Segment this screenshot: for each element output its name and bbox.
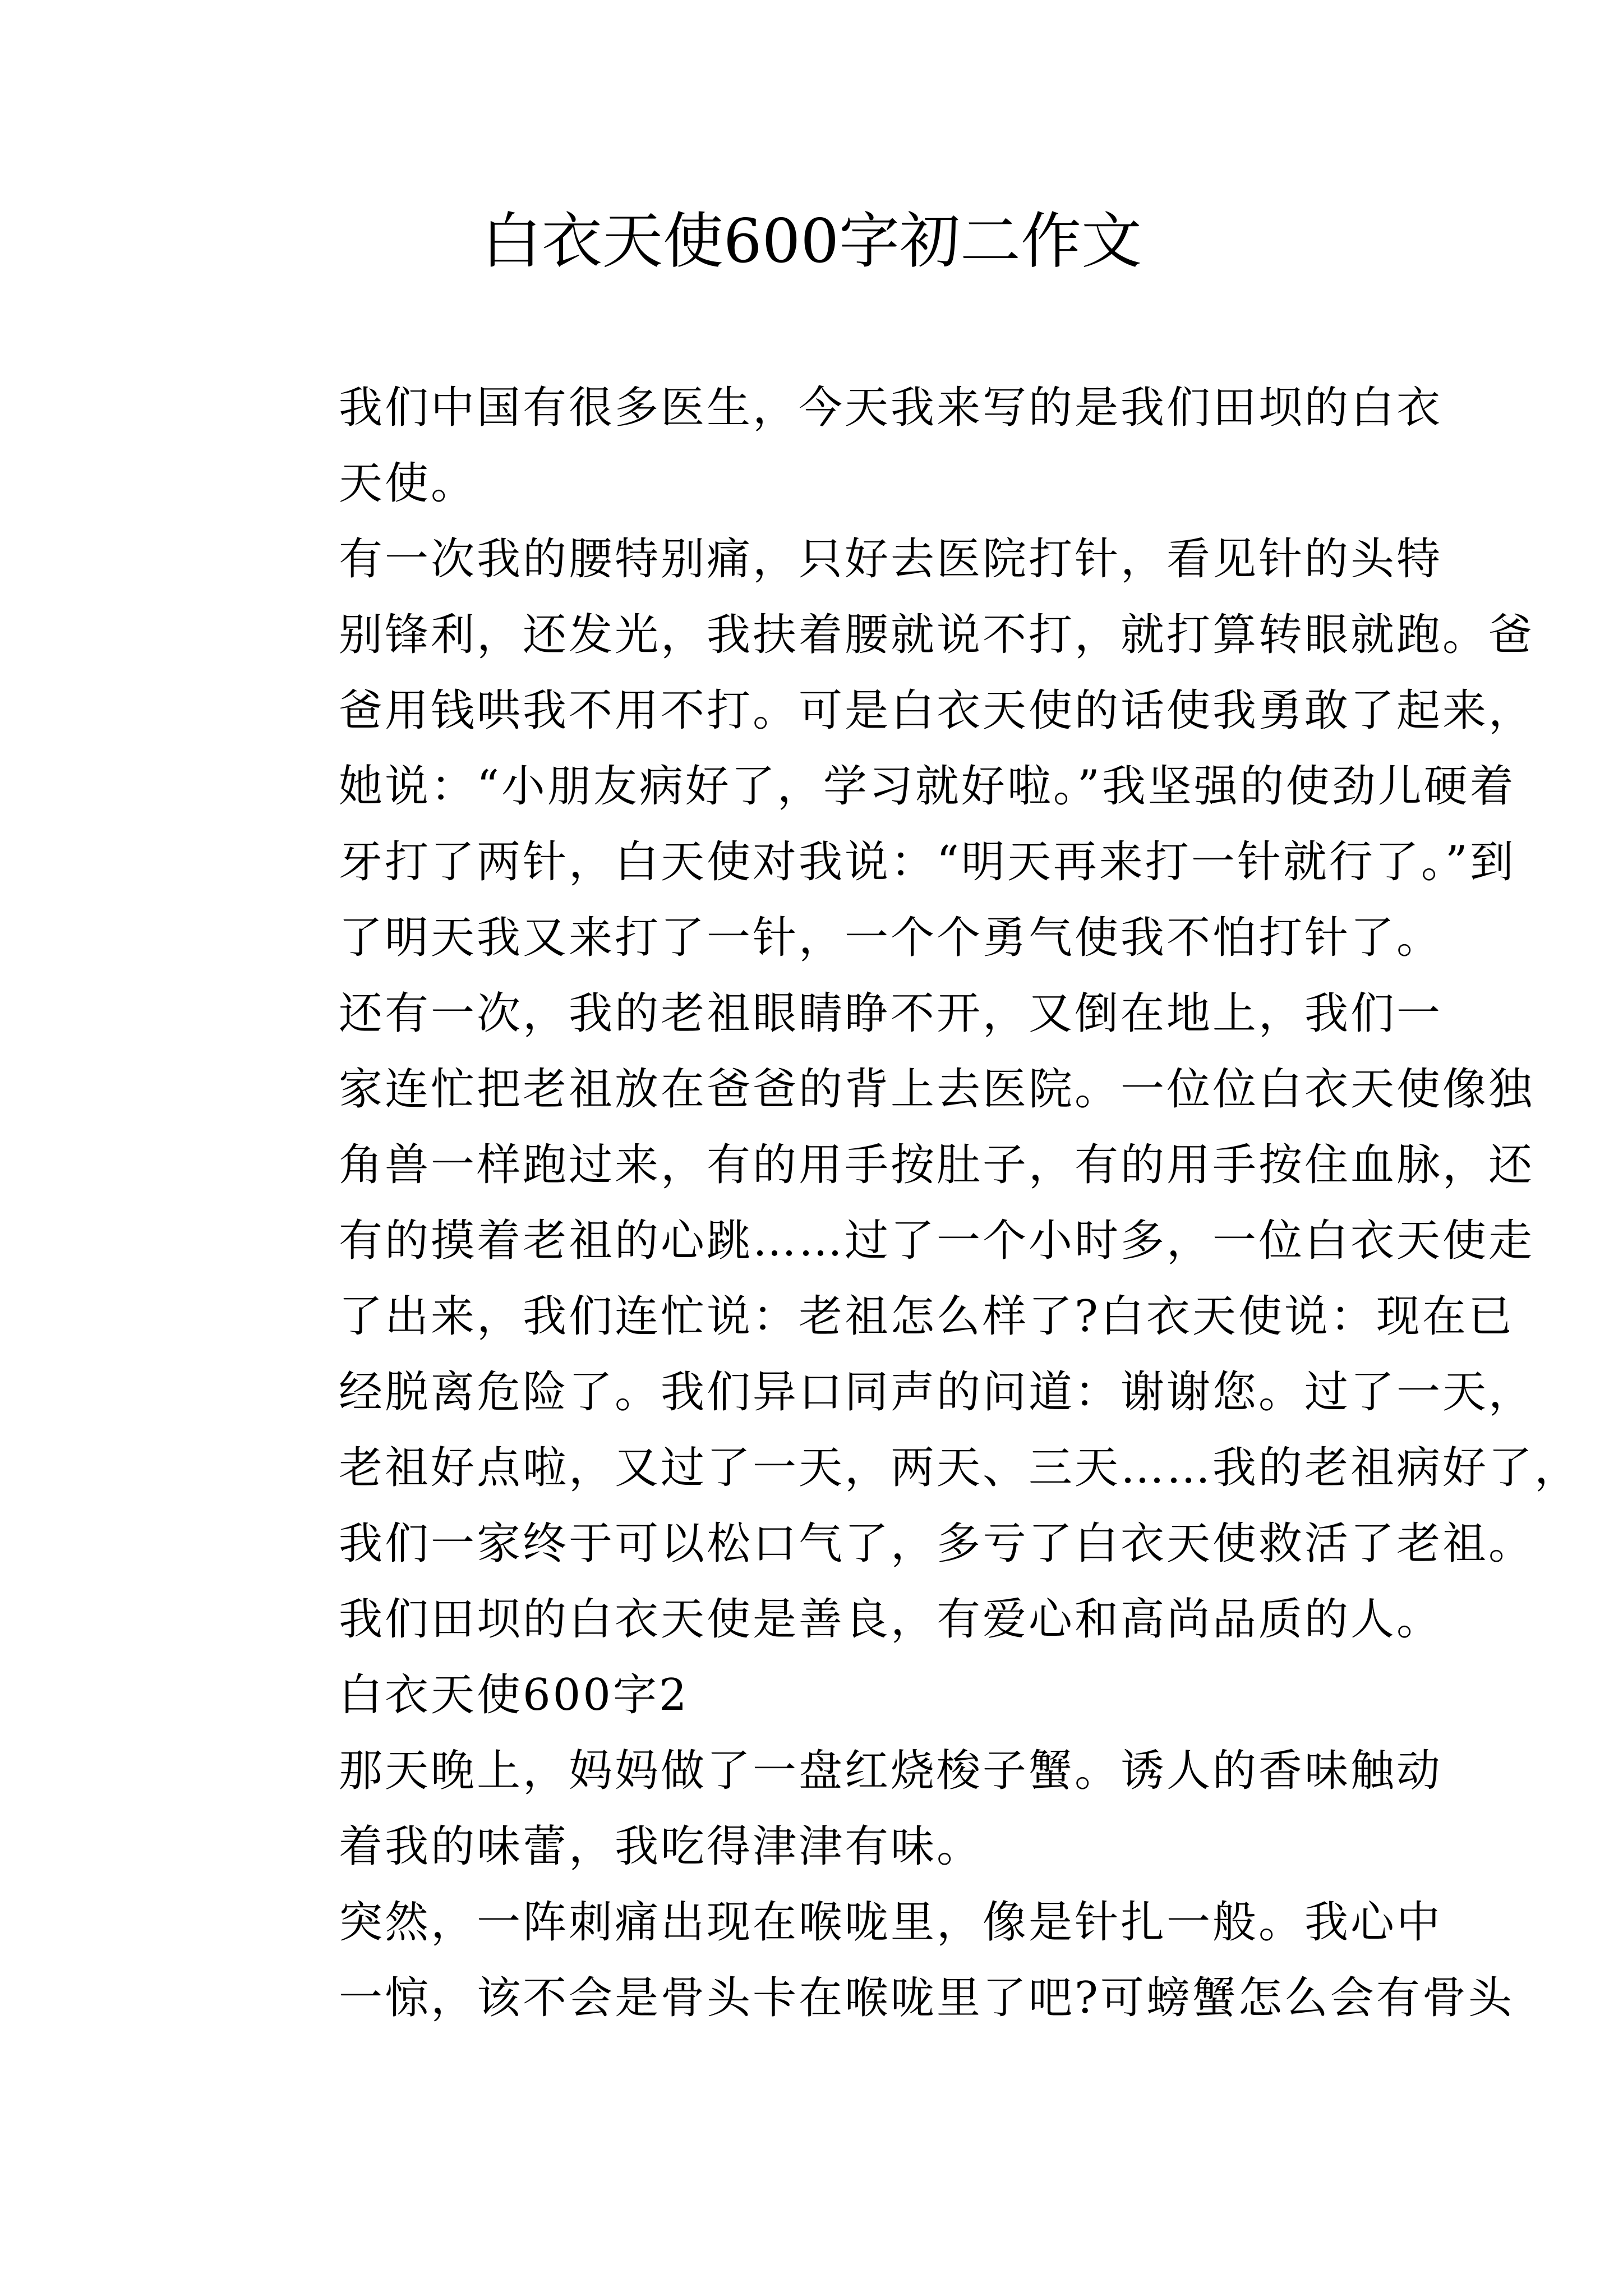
text-line: 牙打了两针，白天使对我说：“明天再来打一针就行了。”到 bbox=[339, 837, 1516, 887]
text-line: 我们一家终于可以松口气了，多亏了白衣天使救活了老祖。 bbox=[339, 1519, 1535, 1569]
text-line: 还有一次，我的老祖眼睛睁不开，又倒在地上，我们一 bbox=[339, 988, 1443, 1039]
text-line: 了明天我又来打了一针，一个个勇气使我不怕打针了。 bbox=[339, 913, 1443, 963]
text-line: 经脱离危险了。我们异口同声的问道：谢谢您。过了一天， bbox=[339, 1367, 1535, 1418]
text-line: 爸用钱哄我不用不打。可是白衣天使的话使我勇敢了起来， bbox=[339, 685, 1535, 736]
text-line: 家连忙把老祖放在爸爸的背上去医院。一位位白衣天使像独 bbox=[339, 1064, 1535, 1115]
paragraph-intro bbox=[247, 370, 1443, 522]
document-title: 白衣天使600字初二作文 bbox=[481, 206, 1142, 277]
text-line: 我们田坝的白衣天使是善良，有爱心和高尚品质的人。 bbox=[339, 1594, 1443, 1645]
text-line: 那天晚上，妈妈做了一盘红烧梭子蟹。诱人的香味触动 bbox=[339, 1746, 1443, 1796]
text-line: 她说：“小朋友病好了，学习就好啦。”我坚强的使劲儿硬着 bbox=[339, 761, 1516, 812]
text-line: 有一次我的腰特别痛，只好去医院打针，看见针的头特 bbox=[339, 534, 1443, 585]
text-line: 一惊，该不会是骨头卡在喉咙里了吧?可螃蟹怎么会有骨头 bbox=[339, 1973, 1514, 2023]
paragraph-grandparent-story bbox=[247, 976, 1581, 1582]
paragraph-conclusion bbox=[247, 1582, 1443, 1658]
text-line: 我们中国有很多医生，今天我来写的是我们田坝的白衣 bbox=[339, 383, 1443, 433]
section-heading: 白衣天使600字2 bbox=[339, 1670, 689, 1720]
text-line: 天使。 bbox=[339, 458, 477, 509]
text-line: 了出来，我们连忙说：老祖怎么样了?白衣天使说：现在已 bbox=[339, 1291, 1514, 1342]
text-line: 老祖好点啦，又过了一天，两天、三天……我的老祖病好了， bbox=[339, 1443, 1581, 1493]
text-line: 有的摸着老祖的心跳……过了一个小时多，一位白衣天使走 bbox=[339, 1216, 1535, 1266]
text-line: 突然，一阵刺痛出现在喉咙里，像是针扎一般。我心中 bbox=[339, 1897, 1443, 1948]
text-line: 着我的味蕾，我吃得津津有味。 bbox=[339, 1821, 983, 1872]
document-body bbox=[247, 370, 1581, 2036]
text-line: 别锋利，还发光，我扶着腰就说不打，就打算转眼就跑。爸 bbox=[339, 610, 1535, 660]
text-line: 角兽一样跑过来，有的用手按肚子，有的用手按住血脉，还 bbox=[339, 1140, 1535, 1190]
paragraph-crab-dinner bbox=[247, 1733, 1443, 1885]
paragraph-injection-story bbox=[247, 522, 1535, 976]
paragraph-throat-pain bbox=[247, 1885, 1514, 2036]
